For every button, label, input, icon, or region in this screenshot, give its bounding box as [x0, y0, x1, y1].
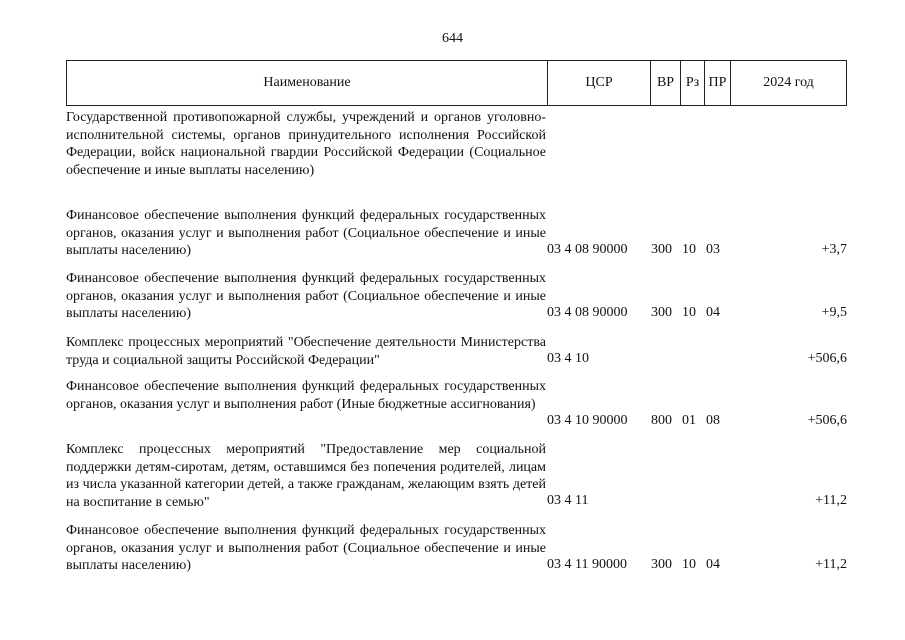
row-name: Финансовое обеспечение выполнения функций федеральных государственных органов, оказания услуг и выполнения работ (Иные бюджетные ассигнования)	[66, 379, 546, 412]
row-pr: 04	[706, 305, 720, 320]
header-year: 2024 год	[763, 75, 814, 90]
row-csr: 03 4 11 90000	[547, 557, 627, 572]
row-csr: 03 4 11	[547, 493, 589, 508]
row-name: Государственной противопожарной службы, учреждений и органов уголовно-исполнительной системы, органов принудительного исполнения Российской Федерации, войск национальной гвардии Российской Федерации (Социальное обеспечение и иные выплаты населению)	[66, 110, 546, 178]
row-name: Финансовое обеспечение выполнения функций федеральных государственных органов, оказания услуг и выполнения работ (Социальное обеспечение и иные выплаты населению)	[66, 271, 546, 321]
row-amount: +11,2	[815, 557, 847, 572]
row-amount: +506,6	[807, 413, 847, 428]
row-rz: 10	[682, 242, 696, 257]
row-pr: 04	[706, 557, 720, 572]
header-rz: Рз	[685, 75, 700, 90]
row-pr: 03	[706, 242, 720, 257]
row-name: Комплекс процессных мероприятий "Обеспечение деятельности Министерства труда и социальной защиты Российской Федерации"	[66, 335, 546, 368]
row-vr: 800	[651, 413, 672, 428]
row-amount: +9,5	[821, 305, 847, 320]
header-vr: ВР	[656, 75, 675, 90]
row-vr: 300	[651, 557, 672, 572]
row-name: Комплекс процессных мероприятий "Предоставление мер социальной поддержки детям-сиротам, детям, оставшимся без попечения родителей, лицам из числа указанной категории детей, а также гражданам, желающим взять детей на воспитание в семью"	[66, 442, 546, 510]
header-pr: ПР	[708, 75, 727, 90]
row-amount: +506,6	[807, 351, 847, 366]
row-csr: 03 4 10	[547, 351, 589, 366]
row-pr: 08	[706, 413, 720, 428]
row-vr: 300	[651, 305, 672, 320]
table-header	[66, 60, 847, 106]
header-name: Наименование	[263, 75, 351, 90]
row-name: Финансовое обеспечение выполнения функций федеральных государственных органов, оказания услуг и выполнения работ (Социальное обеспечение и иные выплаты населению)	[66, 208, 546, 258]
row-csr: 03 4 08 90000	[547, 305, 628, 320]
row-amount: +3,7	[821, 242, 847, 257]
row-vr: 300	[651, 242, 672, 257]
row-name: Финансовое обеспечение выполнения функций федеральных государственных органов, оказания услуг и выполнения работ (Социальное обеспечение и иные выплаты населению)	[66, 523, 546, 573]
row-csr: 03 4 10 90000	[547, 413, 628, 428]
row-amount: +11,2	[815, 493, 847, 508]
row-rz: 10	[682, 557, 696, 572]
row-rz: 01	[682, 413, 696, 428]
page-number: 644	[442, 31, 463, 46]
header-csr: ЦСР	[585, 75, 613, 90]
row-rz: 10	[682, 305, 696, 320]
row-csr: 03 4 08 90000	[547, 242, 628, 257]
